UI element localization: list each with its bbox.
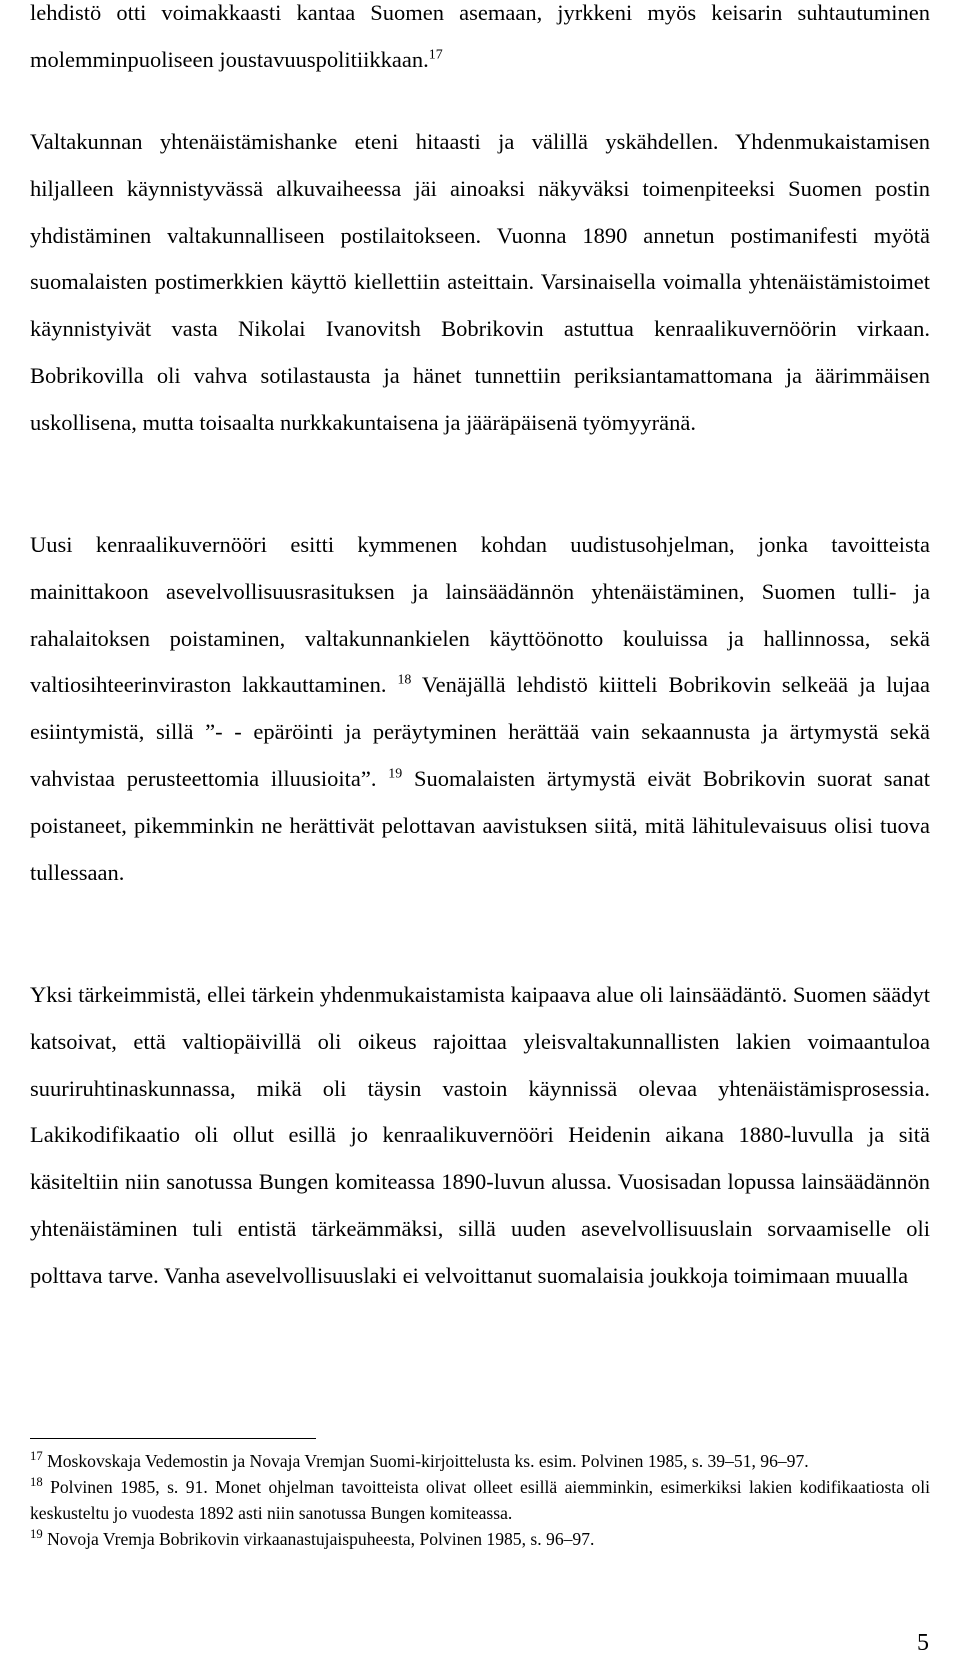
paragraph-text: Valtakunnan yhtenäistämishanke eteni hitaasti ja välillä yskähdellen. Yhdenmukaistamisen hiljalleen käynnistyvässä alkuvaiheessa jäi ainoaksi näkyväksi toimenpiteeksi Suomen postin yhdistäminen valtakunnalliseen postilaitokseen. Vuonna 1890 annetun postimanifesti myötä suomalaisten postimerkkien käyttö kiellettiin asteittain. Varsinaisella voimalla yhtenäistämistoimet käynnistyivät vasta Nikolai Ivanovitsh Bobrikovin astuttua kenraalikuvernöörin virkaan. Bobrikovilla oli vahva sotilastausta ja hänet tunnettiin periksiantamattomana ja äärimmäisen uskollisena, mutta toisaalta nurkkakuntaisena ja jääräpäisenä työmyyränä.: [30, 129, 930, 435]
footnote-ref-19[interactable]: 19: [388, 766, 403, 782]
footnote-text: Moskovskaja Vedemostin ja Novaja Vremjan Suomi-kirjoittelusta ks. esim. Polvinen 1985, s. 39–51, 96–97.: [47, 1451, 809, 1471]
paragraph-text: lehdistö otti voimakkaasti kantaa Suomen asemaan, jyrkkeni myös keisarin suhtautuminen molemminpuoliseen joustavuuspolitiikkaan.: [30, 0, 930, 72]
footnote-ref-18[interactable]: 18: [397, 672, 412, 688]
paragraph-text-b: Venäjällä lehdistö kiitteli Bobrikovin selkeää ja lujaa esiintymistä, sillä ”- - epäröinti ja peräytyminen herättää vain sekaannusta ja ärtymystä sekä vahvistaa perusteettomia illuusioita”.: [30, 672, 930, 791]
footnote-18: [30, 1474, 930, 1526]
footnote-number: 18: [30, 1475, 43, 1490]
paragraph-text: Yksi tärkeimmistä, ellei tärkein yhdenmukaistamista kaipaava alue oli lainsäädäntö. Suomen säädyt katsoivat, että valtiopäivillä oli oikeus rajoittaa yleisvaltakunnallisten lakien voimaantuloa suuriruhtinaskunnassa, mikä oli täysin vastoin käynnissä olevaa yhtenäistämisprosessia. Lakikodifikaatio oli ollut esillä jo kenraalikuvernööri Heidenin aikana 1880-luvulla ja sitä käsiteltiin niin sanotussa Bungen komiteassa 1890-luvun alussa. Vuosisadan lopussa lainsäädännön yhtenäistäminen tuli entistä tärkeämmäksi, sillä uuden asevelvollisuuslain sorvaamiselle oli polttava tarve. Vanha asevelvollisuuslaki ei velvoittanut suomalaisia joukkoja toimimaan muualla: [30, 982, 930, 1288]
body-paragraph-4: [30, 972, 930, 1300]
body-paragraph-1: [30, 0, 930, 84]
paragraph-text-c: Suomalaisten ärtymystä eivät Bobrikovin suorat sanat poistaneet, pikemminkin ne herättivät pelottavan aavistuksen siitä, mitä lähitulevaisuus olisi tuova tullessaan.: [30, 765, 931, 885]
page-number: 5: [917, 1630, 929, 1656]
footnote-number: 19: [30, 1527, 43, 1542]
footnote-text: Novoja Vremja Bobrikovin virkaanastujaispuheesta, Polvinen 1985, s. 96–97.: [47, 1529, 595, 1549]
footnote-17: [30, 1448, 930, 1474]
paragraph-text-a: Uusi kenraalikuvernööri esitti kymmenen kohdan uudistusohjelman, jonka tavoitteista mainittakoon asevelvollisuusrasituksen ja lainsäädännön yhtenäistäminen, Suomen tulli- ja rahalaitoksen poistaminen, valtakunnankielen käyttöönotto kouluissa ja hallinnossa, sekä valtiosihteerinviraston lakkauttaminen.: [30, 532, 930, 698]
footnote-separator: [30, 1438, 316, 1439]
footnotes: [30, 1448, 930, 1552]
body-paragraph-3: [30, 522, 930, 896]
body-paragraph-2: [30, 119, 930, 447]
footnote-ref-17[interactable]: 17: [428, 47, 443, 63]
footnote-19: [30, 1526, 930, 1552]
footnote-text: Polvinen 1985, s. 91. Monet ohjelman tavoitteista olivat olleet esillä aiemminkin, esimerkiksi lakien kodifikaatiosta oli keskusteltu jo vuodesta 1892 asti niin sanotussa Bungen komiteassa.: [30, 1477, 930, 1523]
footnote-number: 17: [30, 1449, 43, 1464]
